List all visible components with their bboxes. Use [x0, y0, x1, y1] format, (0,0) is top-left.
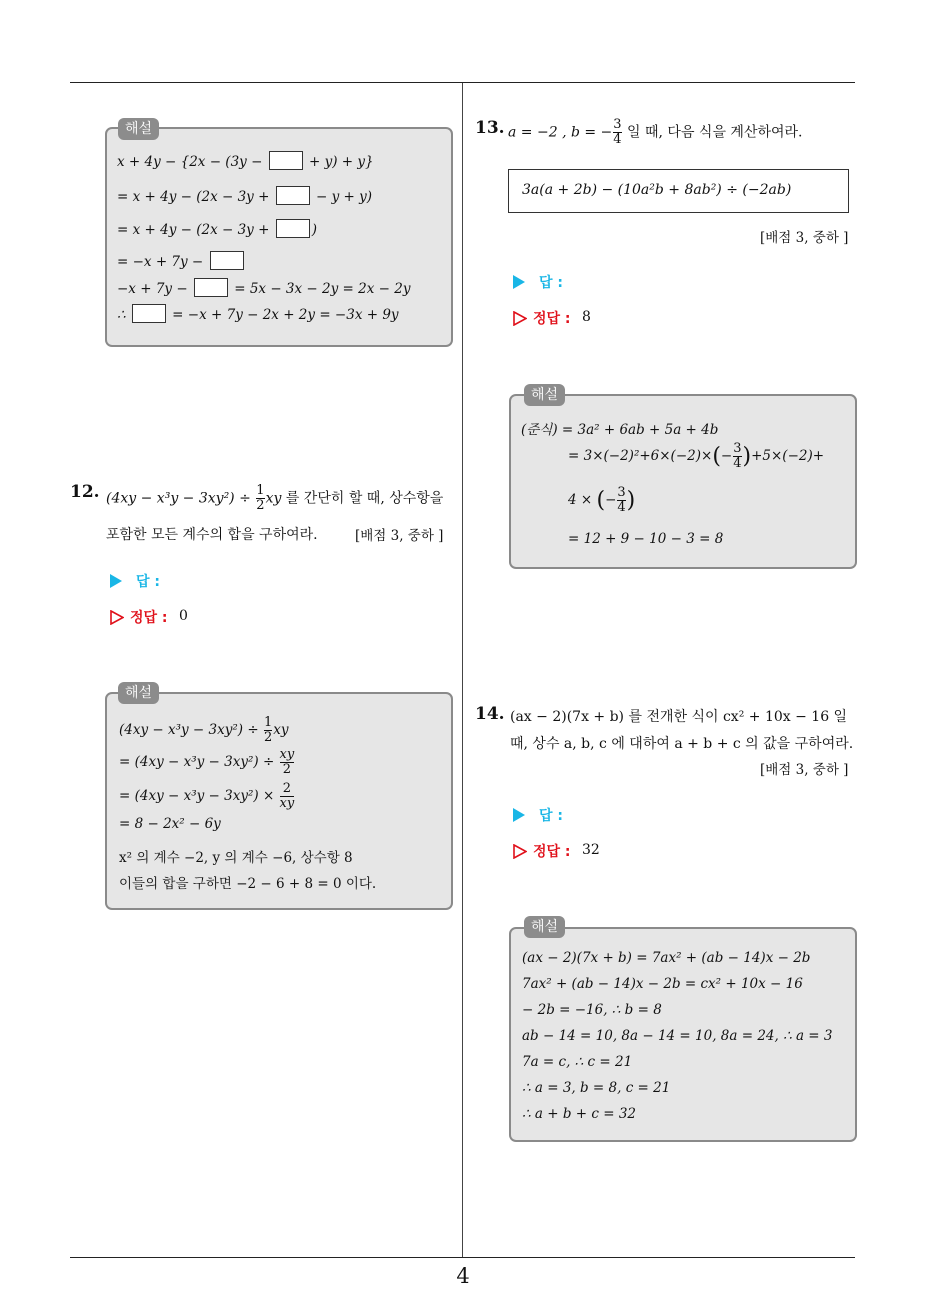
solution-line: (준식) = 3a² + 6ab + 5a + 4b — [521, 422, 719, 438]
solution-line: = 8 − 2x² − 6y — [119, 816, 221, 832]
outline-triangle-icon — [110, 610, 124, 625]
correct-value: 32 — [582, 842, 600, 858]
solution-line: = 12 + 9 − 10 − 3 = 8 — [568, 531, 724, 547]
solution-line: 이들의 합을 구하면 −2 − 6 + 8 = 0 이다. — [119, 876, 377, 892]
bottom-rule — [70, 1257, 855, 1258]
solution-line: x² 의 계수 −2, y 의 계수 −6, 상수항 8 — [119, 850, 353, 866]
filled-triangle-icon — [513, 275, 525, 289]
solution-line: (ax − 2)(7x + b) = 7ax² + (ab − 14)x − 2b — [522, 950, 811, 966]
solution-line: ∴ = −x + 7y − 2x + 2y = −3x + 9y — [117, 304, 399, 323]
outline-triangle-icon — [513, 844, 527, 859]
solution-line: 4 × (− $\frac{3}{4}$ ) — [568, 485, 636, 515]
blank-box — [269, 151, 303, 170]
solution-tag: 해설 — [524, 916, 565, 938]
blank-box — [210, 251, 244, 270]
question-number: 13. — [475, 118, 505, 138]
question-number: 12. — [70, 482, 100, 502]
solution-line: ab − 14 = 10, 8a − 14 = 10, 8a = 24, ∴ a = 3 — [522, 1028, 833, 1044]
blank-box — [276, 219, 310, 238]
answer-row: 답 : — [110, 571, 160, 591]
correct-value: 8 — [582, 309, 591, 325]
solution-line: = x + 4y − (2x − 3y + ) — [117, 219, 317, 238]
solution-line: − 2b = −16, ∴ b = 8 — [522, 1002, 662, 1018]
blank-box — [194, 278, 228, 297]
correct-value: 0 — [179, 608, 188, 624]
solution-tag: 해설 — [118, 118, 159, 140]
expression-box: 3a(a + 2b) − (10a²b + 8ab²) ÷ (−2ab) — [508, 169, 849, 213]
solution-line: = (4xy − x³y − 3xy²) ÷ $\frac{xy}{2}$ — [119, 747, 295, 777]
solution-line: = x + 4y − (2x − 3y + − y + y) — [117, 186, 372, 205]
score-meta: [배점 3, 중하 ] — [760, 230, 849, 246]
correct-row: 정답 : — [513, 308, 571, 328]
page-number: 4 — [456, 1264, 470, 1288]
filled-triangle-icon — [513, 808, 525, 822]
score-meta: [배점 3, 중하 ] — [355, 528, 444, 544]
question-number: 14. — [475, 704, 505, 724]
column-divider — [462, 83, 463, 1258]
solution-line: = −x + 7y − — [117, 251, 246, 270]
blank-box — [276, 186, 310, 205]
question-text: 때, 상수 a, b, c 에 대하여 a + b + c 의 값을 구하여라. — [510, 736, 854, 752]
correct-row: 정답 : — [513, 841, 571, 861]
solution-line: ∴ a = 3, b = 8, c = 21 — [522, 1080, 671, 1096]
solution-line: = 3×(−2)²+6×(−2)×(− $\frac{3}{4}$ )+5×(−2)+ — [568, 441, 825, 471]
solution-line: 7ax² + (ab − 14)x − 2b = cx² + 10x − 16 — [522, 976, 803, 992]
score-meta: [배점 3, 중하 ] — [760, 762, 849, 778]
solution-line: = (4xy − x³y − 3xy²) × $\frac{2}{xy}$ — [119, 781, 295, 811]
solution-line: −x + 7y − = 5x − 3x − 2y = 2x − 2y — [117, 278, 410, 297]
solution-line: x + 4y − {2x − (3y − + y) + y} — [117, 151, 374, 170]
solution-line: 7a = c, ∴ c = 21 — [522, 1054, 633, 1070]
question-text: a = −2 , b = − $\frac{3}{4}$ 일 때, 다음 식을 계산하여라. — [508, 117, 803, 147]
outline-triangle-icon — [513, 311, 527, 326]
question-text: (4xy − x³y − 3xy²) ÷ $\frac{1}{2}$ xy 를 간단히 할 때, 상수항을 — [106, 483, 444, 513]
answer-row: 답 : — [513, 805, 563, 825]
solution-line: (4xy − x³y − 3xy²) ÷ $\frac{1}{2}$ xy — [119, 715, 289, 745]
question-text: 포함한 모든 계수의 합을 구하여라. — [106, 527, 318, 543]
solution-tag: 해설 — [524, 384, 565, 406]
question-text: (ax − 2)(7x + b) 를 전개한 식이 cx² + 10x − 16 일 — [510, 709, 848, 725]
filled-triangle-icon — [110, 574, 122, 588]
answer-row: 답 : — [513, 272, 563, 292]
blank-box — [132, 304, 166, 323]
solution-line: ∴ a + b + c = 32 — [522, 1106, 636, 1122]
solution-tag: 해설 — [118, 682, 159, 704]
correct-row: 정답 : — [110, 607, 168, 627]
